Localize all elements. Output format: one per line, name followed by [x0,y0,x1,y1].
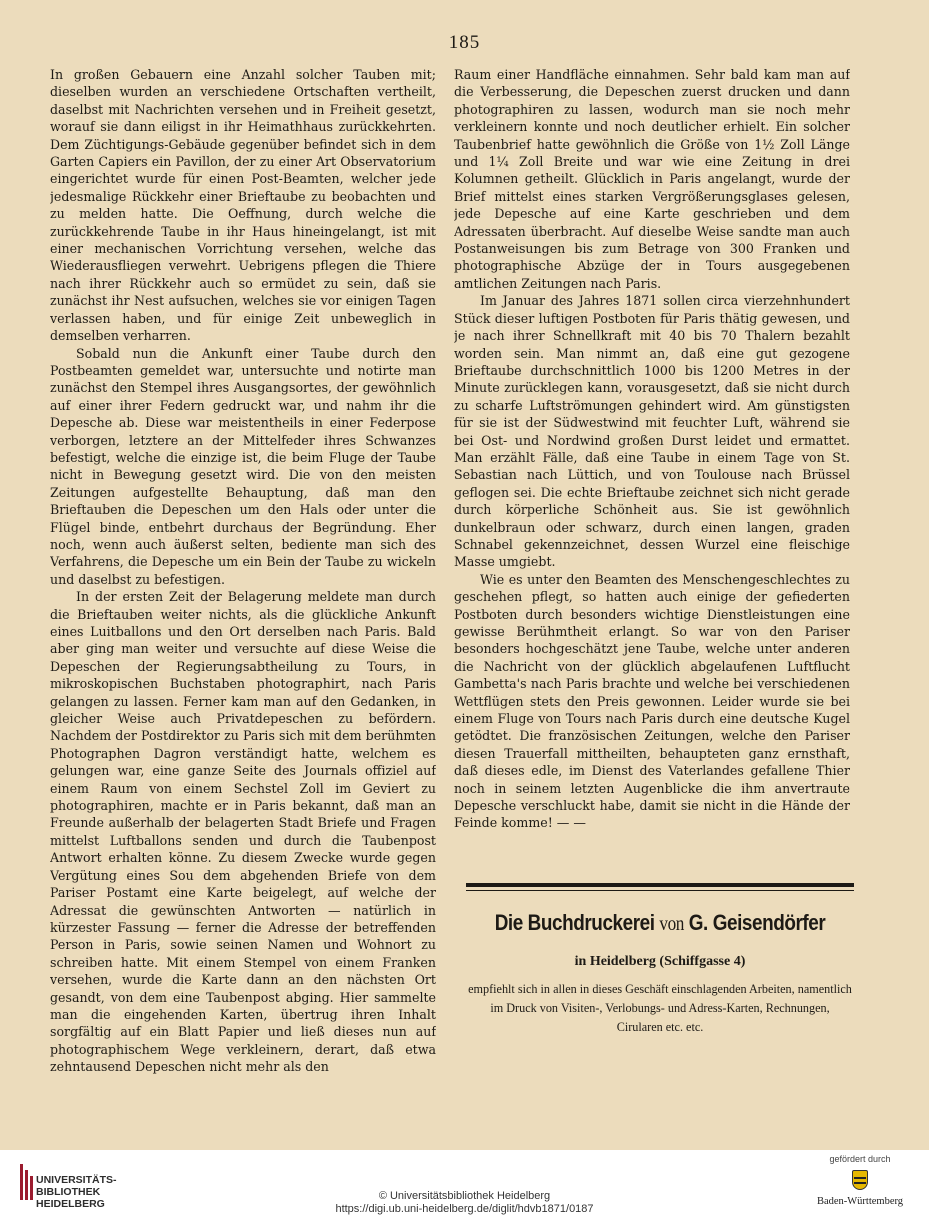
separator-rule-thin [466,890,854,891]
paragraph: In der ersten Zeit der Belagerung meldete man durch die Brieftauben weiter nichts, als die glückliche Ankunft eines Luitballons und den Ort derselben nach Paris. Bald aber ging man weiter und versuchte auf diese Weise die Depeschen der Regierungsabtheilung zu Tours, in mikroskopischen Buchstaben photographirt, nach Paris gelangen zu lassen. Ferner kam man auf den Gedanken, in gleicher Weise auch Privatdepeschen zu befördern. Nachdem der Postdirektor zu Paris sich mit dem berühmten Photographen Dagron verständigt hatte, welchem es gelungen war, eine ganze Seite des Journals offiziel auf einem Raum von einem Sechstel Zoll im Geviert zu photographiren, machte er in Paris bekannt, daß man an Freunde außerhalb der belagerten Stadt Briefe und Fragen mittelst Luftballons senden und durch die Taubenpost Antwort erhalten könne. Zu diesem Zwecke wurde gegen Vergütung eines Sou dem abgehenden Briefe von dem Pariser Postamt eine Karte beigelegt, auf welche der Adressat die gewünschten Antworten — natürlich in kürzester Fassung — ferner die Adresse der betreffenden Person in Paris, sowie seinen Namen und Wohnort zu schreiben hatte. Mit einem Stempel von einem Franken versehen, wurde die Karte dann an den nächsten Ort gesandt, von dem eine Taubenpost abging. Hier sammelte man die eingehenden Karten, übertrug ihren Inhalt sorgfältig auf ein Blatt Papier und ließ dieses nun auf photographischem Wege verkleinern, derart, daß etwa zehntausend Depeschen nicht mehr als den [50,589,436,1075]
sponsor [805,1154,915,1207]
ad-body: empfiehlt sich in allen in dieses Geschäft einschlagenden Arbeiten, namentlich im Druck von Visiten-, Verlobungs- und Adress-Karten, Rechnungen, Cirularen etc. etc. [468,982,852,1034]
ad-street: (Schiffgasse 4) [659,954,746,969]
article-column-right [454,66,850,874]
paragraph: Im Januar des Jahres 1871 sollen circa vierzehnhundert Stück dieser luftigen Postboten für Paris thätig gewesen, und je nach ihrer Schnellkraft mit 40 bis 70 Thalern bezahlt worden sein. Man nimmt an, daß eine gut gezogene Brieftaube durchschnittlich 1000 bis 1200 Metres in der Minute zurücklegen kann, vorausgesetzt, daß sie nicht durch zu scharfe Luftströmungen gehindert wird. Am günstigsten für sie ist der Südwestwind mit feuchter Luft, während sie bei Ost- und Nordwind großen Durst leidet und ermattet. Man erzählt Fälle, daß eine Taube in einem Tage von St. Sebastian nach Lüttich, und von Toulouse nach Brüssel geflogen sei. Die echte Brieftaube zeichnet sich nicht gerade durch körperliche Schönheit aus. Sie ist gewöhnlich dunkelbraun oder schwarz, durch einen langen, graden Schnabel gekennzeichnet, dessen Wurzel eine fleischige Masse umgiebt. [454,293,850,570]
paragraph: Wie es unter den Beamten des Menschengeschlechtes zu geschehen pflegt, so hatten auch einige der gefiederten Postboten durch besonders wichtige Dienstleistungen eine gewisse Berühmtheit erlangt. So war von den Pariser besonders hochgeschätzt jene Taube, welche unter anderen die Nachricht von der glücklich abgelaufenen Luftflucht Gambetta's nach Paris brachte und welche bei verschiedenen Wettflügen stets den Preis gewonnen. Leider wurde sie bei einem Fluge von Tours nach Paris durch eine deutsche Kugel getödtet. Die französischen Zeitungen, welche den Pariser diesen Trauerfall mittheilten, behaupteten ganz ernsthaft, daß dieses edle, im Dienst des Vaterlandes gefallene Thier noch in seinem letzten Augenblicke die ihm anvertraute Depesche verschluckt habe, damit sie nicht in die Hände der Feinde komme! — — [454,571,850,831]
ad-city: in Heidelberg [574,954,656,969]
copyright-text: © Universitätsbibliothek Heidelberg [378,1190,551,1202]
advertisement [466,896,854,1046]
ad-headline-von: von [659,913,684,935]
paragraph: Raum einer Handfläche einnahmen. Sehr bald kam man auf die Verbesserung, die Depeschen zuerst drucken und dann photographiren zu lassen, wodurch man sie noch mehr verkleinern konnte und noch deutlicher erhielt. Ein solcher Taubenbrief hatte gewöhnlich die Größe von 1½ Zoll Länge und 1¼ Zoll Breite und war wie eine Zeitung in drei Kolumnen getheilt. Glücklich in Paris angelangt, wurde der Brief mittelst eines starken Vergrößerungsglases gelesen, jede Depesche auf eine Karte geschrieben und dem Adressaten überbracht. Auf dieselbe Weise sandte man auch Postanweisungen bis zum Betrage von 300 Franken und photographische Abzüge der in Tours ausgegebenen amtlichen Zeitungen nach Paris. [454,67,850,291]
copyright-notice [0,1190,929,1216]
sponsor-name: Baden-Württemberg [816,1196,904,1207]
paragraph: In großen Gebauern eine Anzahl solcher Tauben mit; dieselben wurden an verschiedene Ortschaften vertheilt, daselbst mit Nachrichten versehen und in Freiheit gesetzt, worauf sie dann eiligst in ihr Heimathhaus zurückkehrten. Dem Züchtigungs-Gebäude gegenüber befindet sich in dem Garten Capiers ein Pavillon, der zu einer Art Observatorium eingerichtet wurde für einen Post-Beamten, welcher jede jedesmalige Rückkehr einer Brieftaube zu beobachten und zu melden hatte. Die Oeffnung, durch welche die zurückkehrende Taube in ihr Haus hineingelangt, ist mit einer mechanischen Vorrichtung versehen, welche das Wiederausfliegen verwehrt. Uebrigens pflegen die Thiere nach ihrer Rückkehr auch so ermüdet zu sein, daß sie zunächst ihr Nest aufsuchen, welches sie vor einigen Tagen verlassen haben, und für einige Zeit unbeweglich in demselben verharren. [50,67,436,344]
page-number: 185 [448,32,481,53]
ad-headline-owner: G. Geisendörfer [688,910,826,935]
ub-name: UNIVERSITÄTS- BIBLIOTHEK HEIDELBERG [36,1174,117,1210]
sponsor-label: gefördert durch [829,1154,891,1164]
ad-address [466,954,854,970]
permalink[interactable]: https://digi.ub.uni-heidelberg.de/diglit/hdvb1871/0187 [335,1203,594,1215]
state-crest-icon [845,1168,875,1194]
separator-rule-thick [466,883,854,887]
viewer-footer [0,1150,929,1217]
paragraph: Sobald nun die Ankunft einer Taube durch den Postbeamten gemeldet war, untersuchte und notirte man zunächst den Stempel ihres Ausgangsortes, der gewöhnlich auf einer ihrer Federn gedruckt war, und nahm ihr die Depesche ab. Diese war meistentheils in einer Federpose verborgen, letztere an der Mittelfeder ihres Schwanzes befestigt, welche die einzige ist, die beim Fluge der Taube nicht in Bewegung gesetzt wird. Die von den meisten Zeitungen aufgestellte Behauptung, daß man den Brieftauben die Depeschen um den Hals oder unter die Flügel binde, entbehrt durchaus der Begründung. Eher noch, wenn auch äußerst selten, bediente man sich des Verfahrens, die Depesche um ein Bein der Taube zu wickeln und daselbst zu befestigen. [50,345,436,587]
ad-headline-company: Die Buchdruckerei [494,910,655,935]
ad-headline [493,910,827,936]
article-column-left [50,66,436,1086]
